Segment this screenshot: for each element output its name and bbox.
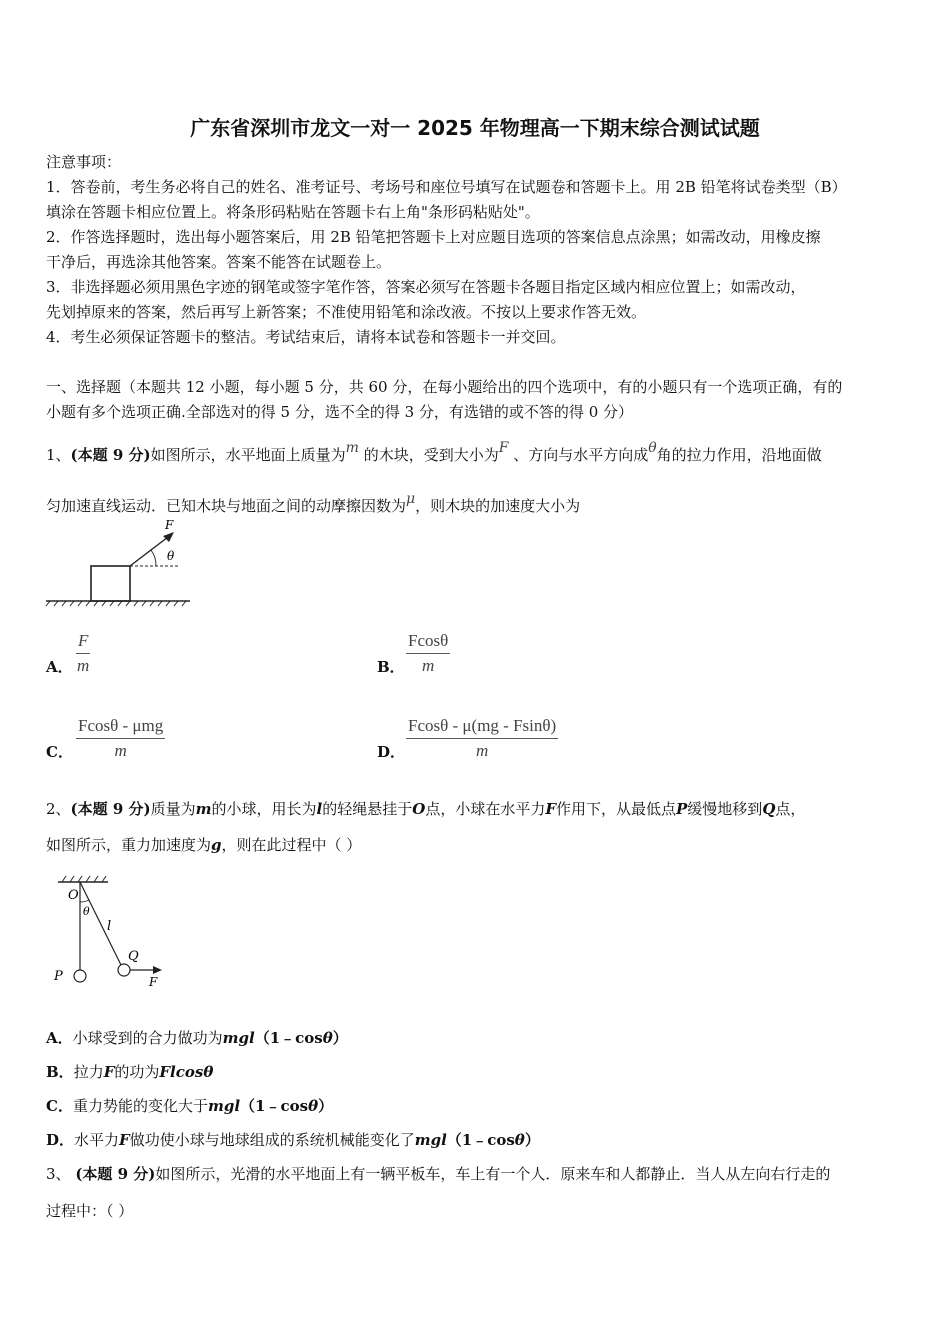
option-A-label[interactable]: A． (46, 658, 73, 676)
q2-stem (46, 799, 912, 819)
option-label: C． (46, 1097, 73, 1115)
q2-symbol-Q: Q (762, 800, 776, 818)
q1-text: 的木块，受到大小为 (363, 446, 499, 464)
option-symbol: θ (322, 1029, 333, 1047)
fraction-numerator: Fcosθ - μmg (76, 716, 165, 739)
option-symbol: θ (514, 1131, 525, 1149)
q2-option-C[interactable] (46, 1096, 912, 1116)
section-heading: 一、选择题（本题共 12 小题，每小题 5 分，共 60 分，在每小题给出的四个选项中，有的小题只有一个选项正确，有的 (46, 378, 843, 396)
q2-text: 如图所示，重力加速度为 (46, 836, 212, 854)
q1-stem (46, 438, 912, 465)
q2-text: ，则在此过程中（ ） (221, 836, 362, 854)
option-label: B． (46, 1063, 74, 1081)
option-text: ） (524, 1131, 540, 1149)
q1-symbol-mu: μ (406, 491, 416, 507)
ball-at-Q (118, 964, 130, 976)
q3-number: 3、 (46, 1165, 71, 1183)
force-arrowhead (163, 532, 174, 542)
option-C-label[interactable]: C． (46, 743, 73, 761)
option-B-fraction[interactable] (406, 631, 450, 676)
force-arrow-line (130, 537, 168, 566)
q1-text: 、方向与水平方向成 (513, 446, 649, 464)
fraction-denominator: m (114, 741, 127, 760)
ball-at-P (74, 970, 86, 982)
option-text: 拉力 (73, 1063, 104, 1081)
notice-line: 填涂在答题卡相应位置上。将条形码粘贴在答题卡右上角"条形码粘贴处"。 (46, 203, 540, 221)
q3-stem (46, 1164, 912, 1184)
label-l: l (107, 919, 112, 934)
notice-line: 4．考生必须保证答题卡的整洁。考试结束后，请将本试卷和答题卡一并交回。 (46, 328, 566, 346)
q2-symbol-F: F (545, 800, 556, 818)
force-F-arrowhead (153, 966, 162, 974)
q1-figure (44, 515, 194, 610)
ceiling-hatch (62, 876, 106, 882)
q2-symbol-P: P (676, 800, 688, 818)
notice-line: 2．作答选择题时，选出每小题答案后，用 2B 铅笔把答题卡上对应题目选项的答案信息点涂黑；如需改动，用橡皮擦 (46, 228, 821, 246)
q2-text: 缓慢地移到 (687, 800, 763, 818)
label-P: P (54, 969, 63, 984)
option-text: 小球受到的合力做功为 (72, 1029, 223, 1047)
q2-symbol-m: m (195, 800, 212, 818)
q2-symbol-l: l (316, 800, 323, 818)
option-expr: mgl (414, 1131, 447, 1149)
q2-text: 的轻绳悬挂于 (322, 800, 413, 818)
q2-option-B[interactable] (46, 1062, 912, 1082)
q2-text: 质量为 (150, 800, 196, 818)
q3-points: (本题 9 分) (75, 1165, 156, 1183)
angle-arc (80, 900, 89, 902)
fraction-denominator: m (77, 656, 90, 675)
q2-points: (本题 9 分) (70, 800, 151, 818)
q1-symbol-m: m (345, 440, 359, 456)
label-Q: Q (128, 949, 139, 964)
q1-text: 匀加速直线运动．已知木块与地面之间的动摩擦因数为 (46, 497, 407, 515)
notice-line: 先划掉原来的答案，然后再写上新答案；不准使用铅笔和涂改液。不按以上要求作答无效。 (46, 303, 647, 321)
fraction-numerator: F (76, 631, 90, 654)
q1-stem-cont (46, 489, 912, 516)
option-text: （1﹣cos (240, 1097, 309, 1115)
option-label: A． (46, 1029, 73, 1047)
option-A-fraction[interactable] (76, 631, 90, 676)
q2-figure (48, 872, 173, 992)
q2-option-A[interactable] (46, 1028, 912, 1048)
option-C-fraction[interactable] (76, 716, 165, 761)
q1-text: 如图所示，水平地面上质量为 (150, 446, 346, 464)
label-theta: θ (167, 549, 175, 563)
q1-points: (本题 9 分) (70, 446, 151, 464)
option-expr: F (103, 1063, 115, 1081)
option-text: ） (318, 1097, 334, 1115)
q1-number: 1、 (46, 446, 71, 464)
q2-text: 点，小球在水平力 (425, 800, 546, 818)
q2-text: 点， (775, 800, 806, 818)
option-text: 水平力 (74, 1131, 120, 1149)
option-B-label[interactable]: B． (377, 658, 405, 676)
q2-text: 作用下，从最低点 (556, 800, 677, 818)
option-D-fraction[interactable] (406, 716, 558, 761)
option-expr: F (119, 1131, 130, 1149)
option-expr: mgl (207, 1097, 241, 1115)
q1-symbol-F: F (498, 440, 509, 456)
option-expr: Flcos (159, 1063, 204, 1081)
q1-symbol-theta: θ (648, 440, 657, 456)
option-text: 做功使小球与地球组成的系统机械能变化了 (129, 1131, 415, 1149)
notice-line: 3．非选择题必须用黑色字迹的钢笔或签字笔作答，答案必须写在答题卡各题目指定区域内相应位置上；如需改动， (46, 278, 806, 296)
label-O: O (68, 888, 79, 903)
option-symbol: θ (308, 1097, 319, 1115)
notice-heading: 注意事项： (46, 153, 122, 171)
q3-stem-cont: 过程中：（ ） (46, 1202, 134, 1220)
q2-text: 的小球，用长为 (211, 800, 317, 818)
label-theta: θ (83, 905, 90, 918)
option-text: ） (332, 1029, 348, 1047)
page-title: 广东省深圳市龙文一对一 2025 年物理高一下期末综合测试试题 (190, 116, 760, 140)
rope-to-Q (80, 882, 121, 965)
angle-arc (151, 550, 156, 566)
q2-option-D[interactable] (46, 1130, 912, 1150)
q1-text: ，则木块的加速度大小为 (415, 497, 581, 515)
option-D-label[interactable]: D． (377, 743, 406, 761)
option-expr: mgl (222, 1029, 255, 1047)
fraction-denominator: m (421, 656, 435, 675)
option-text: 的功为 (114, 1063, 160, 1081)
q1-text: 角的拉力作用，沿地面做 (656, 446, 822, 464)
option-symbol: θ (203, 1063, 214, 1081)
block (91, 566, 130, 601)
q2-symbol-O: O (412, 800, 426, 818)
q2-stem-cont (46, 835, 912, 855)
q2-number: 2、 (46, 800, 71, 818)
notice-line: 干净后，再选涂其他答案。答案不能答在试题卷上。 (46, 253, 392, 271)
fraction-numerator: Fcosθ (406, 631, 450, 654)
option-label: D． (46, 1131, 75, 1149)
q2-symbol-g: g (211, 836, 222, 854)
label-F: F (149, 975, 158, 989)
option-text: （1﹣cos (254, 1029, 323, 1047)
section-heading-cont: 小题有多个选项正确.全部选对的得 5 分，选不全的得 3 分，有选错的或不答的得 0 分） (46, 403, 634, 421)
option-text: 重力势能的变化大于 (72, 1097, 208, 1115)
fraction-denominator: m (475, 741, 489, 760)
fraction-numerator: Fcosθ - μ(mg - Fsinθ) (406, 716, 558, 739)
label-F: F (165, 518, 174, 532)
q3-text: 如图所示，光滑的水平地面上有一辆平板车，车上有一个人．原来车和人都静止．当人从左向右行走的 (155, 1165, 831, 1183)
notice-line: 1．答卷前，考生务必将自己的姓名、准考证号、考场号和座位号填写在试题卷和答题卡上。用 2B 铅笔将试卷类型（B） (46, 178, 847, 196)
option-text: （1﹣cos (446, 1131, 515, 1149)
